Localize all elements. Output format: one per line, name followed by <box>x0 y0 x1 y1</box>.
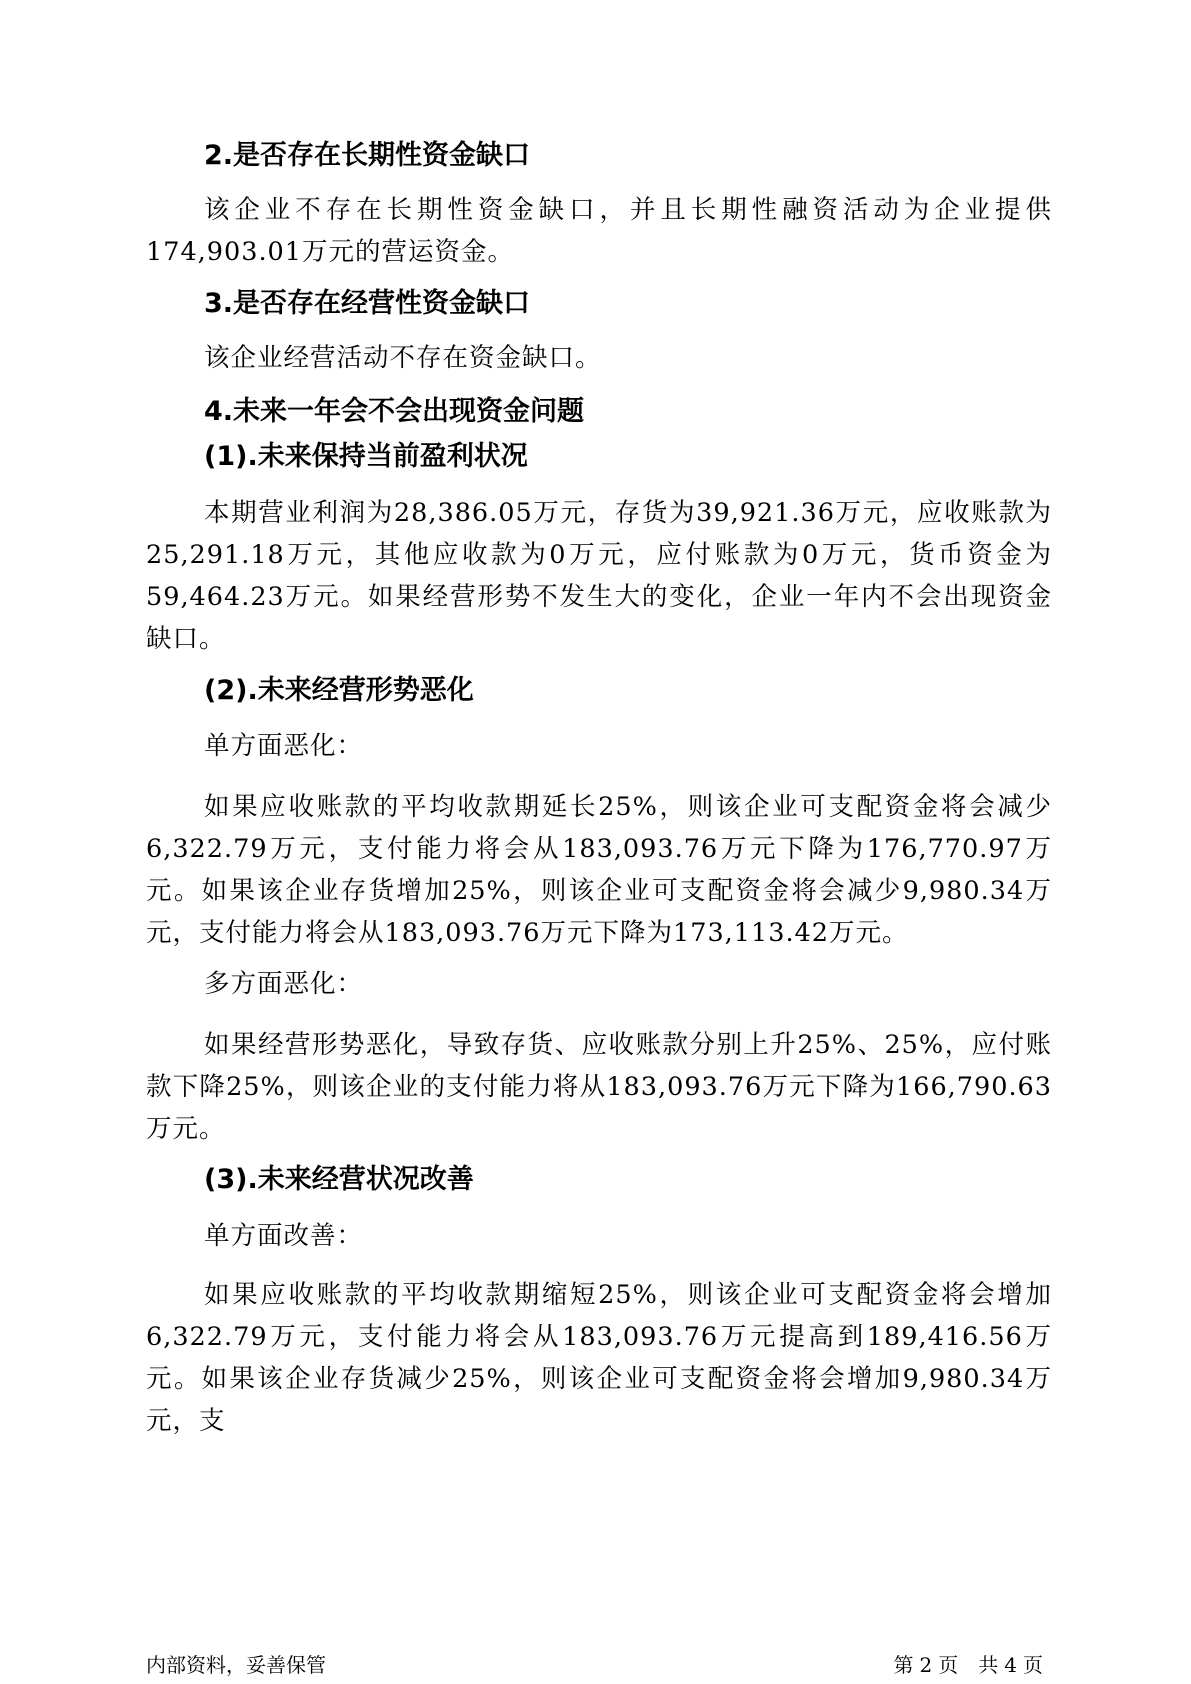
section-4-1-body: 本期营业利润为28,386.05万元，存货为39,921.36万元，应收账款为25,291.18万元，其他应收款为0万元，应付账款为0万元，货币资金为59,464.23万元。如果经营形势不发生大的变化，企业一年内不会出现资金缺口。 <box>146 498 1052 654</box>
page-mid: 页 共 <box>938 1653 999 1677</box>
multi-worsen-label: 多方面恶化： <box>204 969 364 999</box>
section-4-heading: 4.未来一年会不会出现资金问题 <box>204 396 585 427</box>
section-2-body: 该企业不存在长期性资金缺口，并且长期性融资活动为企业提供174,903.01万元的营运资金。 <box>146 195 1052 267</box>
page-total: 4 <box>1004 1653 1017 1677</box>
multi-worsen-body: 如果经营形势恶化，导致存货、应收账款分别上升25%、25%，应付账款下降25%，则该企业的支付能力将从183,093.76万元下降为166,790.63万元。 <box>146 1030 1052 1144</box>
footer-page-number <box>891 1652 1046 1678</box>
single-worsen-label: 单方面恶化： <box>204 731 364 761</box>
page-current: 2 <box>919 1653 933 1677</box>
section-3-heading: 3.是否存在经营性资金缺口 <box>204 288 531 319</box>
page-suffix: 页 <box>1023 1653 1043 1677</box>
page-prefix: 第 <box>893 1653 914 1677</box>
single-improve-label: 单方面改善： <box>204 1221 364 1251</box>
footer-confidential-note: 内部资料，妥善保管 <box>146 1653 326 1677</box>
single-worsen-body: 如果应收账款的平均收款期延长25%，则该企业可支配资金将会减少6,322.79万元，支付能力将会从183,093.76万元下降为176,770.97万元。如果该企业存货增加25%，则该企业可支配资金将会减少9,980.34万元，支付能力将会从183,093.76万元下降为173,113.42万元。 <box>146 792 1052 948</box>
section-4-2-heading: (2).未来经营形势恶化 <box>204 675 474 706</box>
single-improve-body: 如果应收账款的平均收款期缩短25%，则该企业可支配资金将会增加6,322.79万元，支付能力将会从183,093.76万元提高到189,416.56万元。如果该企业存货减少25%，则该企业可支配资金将会增加9,980.34万元，支 <box>146 1280 1052 1436</box>
section-4-3-heading: (3).未来经营状况改善 <box>204 1164 474 1195</box>
section-3-body: 该企业经营活动不存在资金缺口。 <box>204 343 602 373</box>
section-2-heading: 2.是否存在长期性资金缺口 <box>204 140 531 171</box>
section-4-1-heading: (1).未来保持当前盈利状况 <box>204 441 528 472</box>
